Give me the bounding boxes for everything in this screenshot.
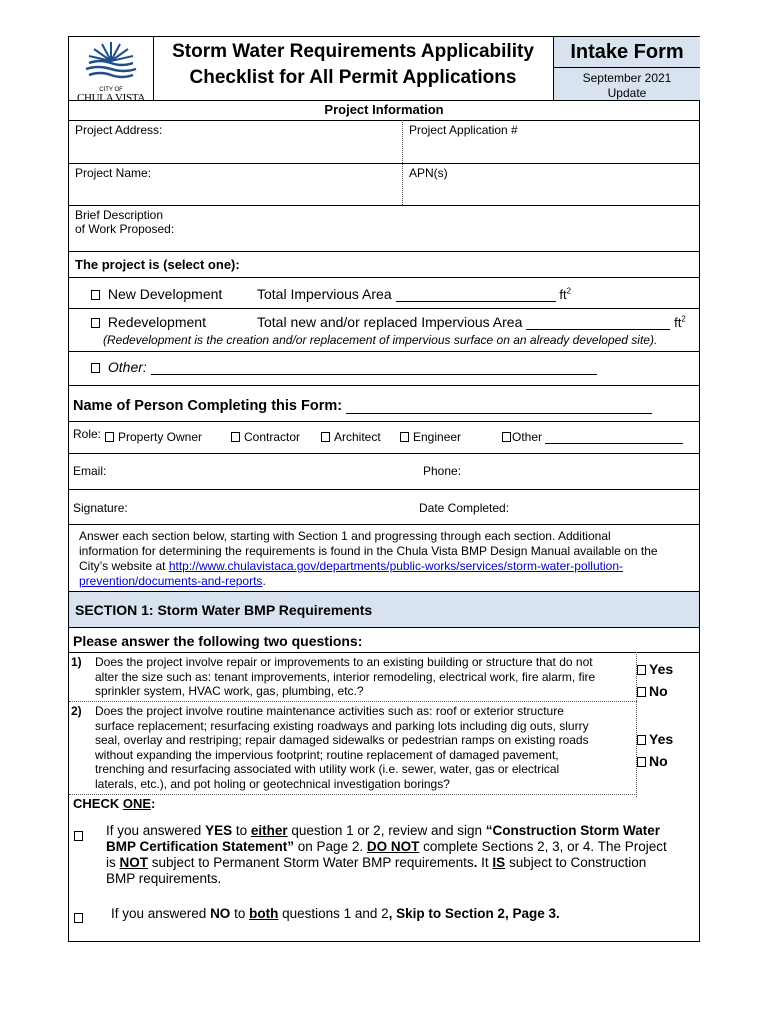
- date-completed-field[interactable]: [519, 491, 697, 523]
- signature-label: Signature:: [73, 501, 128, 515]
- redevelopment-checkbox[interactable]: [91, 318, 100, 328]
- phone-label: Phone:: [423, 464, 462, 478]
- q1-no-checkbox[interactable]: [637, 687, 646, 697]
- new-development-area: Total Impervious Area $ft^2$: [257, 286, 572, 302]
- other-type-label: Other:: [107, 359, 147, 375]
- divider: [69, 794, 637, 795]
- project-name-field[interactable]: [69, 180, 402, 205]
- role-label: Role:: [73, 427, 102, 441]
- divider: [69, 120, 699, 121]
- question1-number: 1): [71, 655, 82, 669]
- email-label: Email:: [73, 464, 107, 478]
- work-description-field[interactable]: [184, 207, 697, 249]
- option1-checkbox[interactable]: [74, 827, 87, 845]
- q2-yes-checkbox[interactable]: [637, 735, 646, 745]
- other-role-input[interactable]: [545, 431, 683, 444]
- check-one-label: CHECK ONE:: [73, 796, 156, 811]
- divider: [69, 100, 699, 101]
- logo-city-name: CHULA VISTA: [76, 92, 146, 104]
- role-property-owner[interactable]: Property Owner: [105, 430, 202, 444]
- divider: [69, 524, 699, 525]
- q1-no[interactable]: No: [637, 683, 668, 699]
- person-name-label: Name of Person Completing this Form:: [73, 398, 343, 414]
- option2-text: If you answered NO to both questions 1 and 2, Skip to Section 2, Page 3.: [111, 906, 560, 921]
- contractor-checkbox[interactable]: [231, 432, 240, 442]
- title-line1: Storm Water Requirements Applicability: [172, 41, 534, 62]
- new-development-label: New Development: [107, 286, 223, 302]
- redevelopment-row: [91, 314, 206, 330]
- apn-field[interactable]: [403, 180, 699, 205]
- question2-number: 2): [71, 704, 82, 718]
- person-name-row: [73, 398, 652, 414]
- role-contractor[interactable]: Contractor: [231, 430, 300, 444]
- divider: [69, 652, 699, 653]
- q2-yes[interactable]: Yes: [637, 731, 673, 747]
- engineer-checkbox[interactable]: [400, 432, 409, 442]
- intake-form: [68, 36, 700, 942]
- divider: [69, 351, 699, 352]
- city-logo: [71, 39, 151, 104]
- role-architect[interactable]: Architect: [321, 430, 381, 444]
- project-application-label: Project Application #: [409, 123, 518, 137]
- redevelopment-label: Redevelopment: [107, 314, 206, 330]
- person-name-input[interactable]: [346, 399, 652, 414]
- divider: [69, 489, 699, 490]
- architect-checkbox[interactable]: [321, 432, 330, 442]
- question2-text: Does the project involve routine maintenance activities such as: roof or exterior structure surface replacement; resurfacing existing roadways and parking lots including dig outs, slurry seal, overlay and restriping; repair damaged sidewalks or pedestrian ramps on existing roads without expanding the impervious footprint; routine replacement of damaged pavement, trenching and resurfacing associated with utility work (i.e. sewer, water, gas or electrical laterals, etc.), and pot holing or geotechnical investigation borings?: [95, 704, 589, 791]
- section1-heading: SECTION 1: Storm Water BMP Requirements: [75, 602, 373, 618]
- option1-text: If you answered YES to either question 1 or 2, review and sign “Construction Storm Water BMP Certification Statement” on Page 2. DO NOT complete Sections 2, 3, or 4. The Project is NOT subject to Permanent Storm Water BMP requirements. It IS subject to Construction BMP requirements.: [106, 823, 667, 886]
- other-role-checkbox[interactable]: [502, 432, 511, 442]
- new-development-area-input[interactable]: [396, 289, 556, 302]
- new-development-checkbox[interactable]: [91, 290, 100, 300]
- bmp-manual-link[interactable]: http://www.chulavistaca.gov/departments/public-works/services/storm-water-pollution-: [168, 559, 623, 573]
- form-title: [154, 39, 552, 91]
- property-owner-checkbox[interactable]: [105, 432, 114, 442]
- update-date: September 2021: [582, 71, 672, 85]
- sunburst-logo-icon: [71, 39, 151, 81]
- divider: [69, 205, 699, 206]
- redevelopment-area: Total new and/or replaced Impervious Area $ft^2$: [257, 314, 686, 330]
- update-label: Update: [607, 86, 647, 100]
- work-description-label: Brief Description of Work Proposed:: [75, 208, 175, 236]
- date-completed-label: Date Completed:: [419, 501, 510, 515]
- redevelopment-area-input[interactable]: [526, 317, 670, 330]
- title-line2: Checklist for All Permit Applications: [189, 67, 517, 88]
- divider: [69, 163, 699, 164]
- redevelopment-note: (Redevelopment is the creation and/or replacement of impervious surface on an already developed site).: [103, 333, 658, 347]
- option2-checkbox[interactable]: [74, 909, 87, 927]
- project-address-label: Project Address:: [75, 123, 163, 137]
- new-development-row: [91, 286, 222, 302]
- divider: [69, 385, 699, 386]
- phone-field[interactable]: [469, 455, 697, 487]
- divider: [69, 251, 699, 252]
- email-field[interactable]: [114, 455, 404, 487]
- divider: [69, 421, 699, 422]
- role-row: [73, 427, 101, 443]
- other-type-checkbox[interactable]: [91, 363, 100, 373]
- question1-text: Does the project involve repair or improvements to an existing building or structure that do not alter the size such as: tenant improvements, interior remodeling, electrical work, fire alarm, fire sprinkler system, HVAC work, gas, plumbing, etc.?: [95, 655, 596, 698]
- divider: [69, 627, 699, 628]
- q1-yes[interactable]: Yes: [637, 661, 673, 677]
- divider: [69, 701, 637, 702]
- divider: [69, 277, 699, 278]
- form-type-box: [553, 37, 700, 100]
- q2-no-checkbox[interactable]: [637, 757, 646, 767]
- bmp-manual-link-continued[interactable]: prevention/documents-and-reports: [79, 574, 263, 588]
- signature-field[interactable]: [139, 491, 409, 523]
- divider: [69, 308, 699, 309]
- section1-subheading: Please answer the following two questions:: [73, 633, 363, 649]
- project-address-field[interactable]: [69, 137, 402, 163]
- form-type: Intake Form: [554, 37, 700, 68]
- logo-city-of: CITY OF: [99, 87, 123, 93]
- q1-yes-checkbox[interactable]: [637, 665, 646, 675]
- other-row: [91, 359, 597, 375]
- instructions: Answer each section below, starting with Section 1 and progressing through each section. Additional information for determining the requirements is found in the Chula Vista BMP Design Manual available on the City’s website at http://www.chulavistaca.gov/departments/public-works/services/storm-water-pollution- prevention/documents-and-reports.: [79, 529, 658, 588]
- section1-heading-bar: [69, 592, 699, 627]
- project-info-heading: Project Information: [324, 102, 444, 117]
- other-type-input[interactable]: [151, 362, 597, 375]
- q2-no[interactable]: No: [637, 753, 668, 769]
- divider: [69, 453, 699, 454]
- project-name-label: Project Name:: [75, 166, 152, 180]
- role-other[interactable]: Other: [502, 430, 683, 444]
- project-type-heading: The project is (select one):: [75, 257, 240, 272]
- role-engineer[interactable]: Engineer: [400, 430, 461, 444]
- project-application-field[interactable]: [403, 137, 699, 163]
- apn-label: APN(s): [409, 166, 448, 180]
